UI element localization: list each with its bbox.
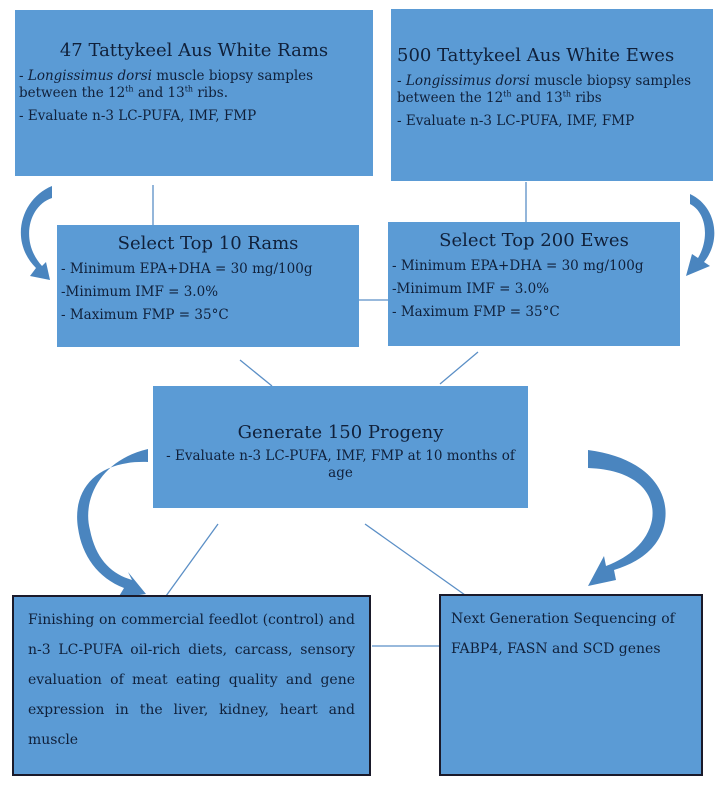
select-ewes-title: Select Top 200 Ewes — [439, 230, 629, 251]
curved-arrow-right-bottom-icon — [588, 450, 666, 586]
criterion-imf: -Minimum IMF = 3.0% — [392, 281, 550, 297]
finishing-diets-box — [12, 595, 371, 776]
connector-progeny-to-finishing — [166, 524, 218, 596]
ewes-title: 500 Tattykeel Aus White Ewes — [397, 45, 675, 66]
select-rams-title: Select Top 10 Rams — [117, 233, 299, 254]
ewes-biopsy-line — [397, 73, 709, 107]
ordinal-sup: th — [503, 89, 512, 99]
connector-ewes-to-progeny — [440, 352, 478, 384]
connector-progeny-to-sequencing — [365, 524, 465, 595]
curved-arrow-left-bottom-icon — [77, 449, 148, 598]
criterion-epa-dha: - Minimum EPA+DHA = 30 mg/100g — [61, 261, 313, 277]
sequencing-text: Next Generation Sequencing of FABP4, FASN and SCD genes — [451, 611, 675, 657]
connector-rams-to-progeny — [240, 360, 272, 386]
criterion-fmp: - Maximum FMP = 35°C — [61, 307, 229, 323]
ordinal-sup: th — [562, 89, 572, 99]
ribs-text-a: between the 12 — [397, 90, 504, 106]
criterion-epa-dha: - Minimum EPA+DHA = 30 mg/100g — [392, 258, 644, 274]
rams-biopsy-line — [19, 68, 369, 102]
rams-evaluate-line: - Evaluate n-3 LC-PUFA, IMF, FMP — [19, 108, 257, 124]
select-ewes-box — [388, 222, 680, 346]
criterion-imf: -Minimum IMF = 3.0% — [61, 284, 219, 300]
ribs-text-b: and 13 — [133, 85, 185, 101]
progeny-title: Generate 150 Progeny — [237, 422, 444, 443]
ribs-text-c: ribs — [571, 90, 602, 106]
ordinal-sup: th — [184, 84, 194, 94]
ribs-text-b: and 13 — [511, 90, 563, 106]
biopsy-text: muscle biopsy samples — [529, 73, 692, 89]
ribs-text-a: between the 12 — [19, 85, 126, 101]
rams-title: 47 Tattykeel Aus White Rams — [59, 40, 329, 61]
curved-arrow-right-top-icon — [686, 194, 714, 276]
ribs-text-c: ribs. — [193, 85, 228, 101]
criterion-fmp: - Maximum FMP = 35°C — [392, 304, 560, 320]
ordinal-sup: th — [125, 84, 134, 94]
bullet-dash: - — [397, 73, 406, 89]
species-muscle-italic: Longissimus dorsi — [27, 68, 152, 84]
curved-arrow-left-top-icon — [21, 186, 52, 280]
bullet-dash: - — [19, 68, 28, 84]
generate-progeny-box — [153, 386, 528, 508]
finishing-text: Finishing on commercial feedlot (control) and n-3 LC-PUFA oil-rich diets, carcass, sensory evaluation of meat eating quality and gene expression in the liver, kidney, heart and muscle — [28, 612, 355, 748]
ewes-evaluate-line: - Evaluate n-3 LC-PUFA, IMF, FMP — [397, 113, 635, 129]
select-rams-box — [57, 225, 359, 347]
rams-source-box — [15, 10, 373, 176]
progeny-evaluate-line: - Evaluate n-3 LC-PUFA, IMF, FMP at 10 months of age — [166, 448, 515, 481]
species-muscle-italic: Longissimus dorsi — [405, 73, 530, 89]
biopsy-text: muscle biopsy samples — [151, 68, 314, 84]
ewes-source-box — [391, 9, 713, 181]
sequencing-box — [439, 594, 703, 776]
